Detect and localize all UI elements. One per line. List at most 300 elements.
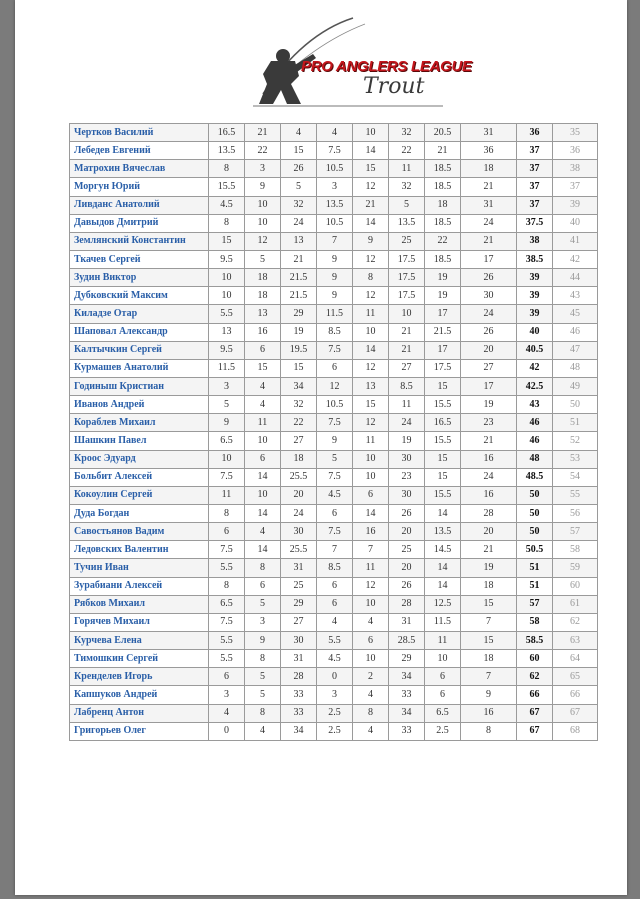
round-score-cell: 6 [353,486,389,504]
table-row [70,704,598,722]
round-score-cell: 14 [353,504,389,522]
round-score-cell: 21.5 [425,323,461,341]
round-score-cell: 6 [209,523,245,541]
round-score-cell: 8.5 [317,323,353,341]
total-score-cell: 58.5 [517,631,553,649]
round-score-cell: 34 [389,668,425,686]
round-score-cell: 30 [389,486,425,504]
round-score-cell: 29 [281,595,317,613]
place-cell: 55 [553,486,598,504]
round-score-cell: 13.5 [425,523,461,541]
round-score-cell: 6 [245,341,281,359]
total-score-cell: 43 [517,396,553,414]
participant-name: Лебедев Евгений [70,142,209,160]
logo-subtitle: Trout [363,74,425,99]
round-score-cell: 7.5 [209,541,245,559]
round-score-cell: 6 [317,504,353,522]
round-score-cell: 13.5 [389,214,425,232]
round-score-cell: 8 [461,722,517,740]
round-score-cell: 5.5 [209,631,245,649]
round-score-cell: 20.5 [425,124,461,142]
round-score-cell: 6 [425,686,461,704]
round-score-cell: 0 [209,722,245,740]
total-score-cell: 37.5 [517,214,553,232]
round-score-cell: 36 [461,142,517,160]
round-score-cell: 19 [461,396,517,414]
round-score-cell: 18 [425,196,461,214]
round-score-cell: 33 [281,704,317,722]
round-score-cell: 5.5 [317,631,353,649]
round-score-cell: 31 [461,124,517,142]
round-score-cell: 12 [245,232,281,250]
participant-name: Зудин Виктор [70,269,209,287]
round-score-cell: 21 [461,178,517,196]
round-score-cell: 17 [425,305,461,323]
total-score-cell: 50 [517,486,553,504]
round-score-cell: 10 [353,323,389,341]
place-cell: 49 [553,377,598,395]
round-score-cell: 14 [245,504,281,522]
place-cell: 43 [553,287,598,305]
total-score-cell: 38.5 [517,250,553,268]
round-score-cell: 18 [245,287,281,305]
place-cell: 36 [553,142,598,160]
round-score-cell: 4 [245,722,281,740]
round-score-cell: 17 [461,377,517,395]
total-score-cell: 37 [517,178,553,196]
round-score-cell: 10 [353,468,389,486]
table-row [70,559,598,577]
table-row [70,269,598,287]
place-cell: 41 [553,232,598,250]
round-score-cell: 12 [353,287,389,305]
place-cell: 56 [553,504,598,522]
table-row [70,650,598,668]
round-score-cell: 14 [353,142,389,160]
round-score-cell: 5.5 [209,559,245,577]
round-score-cell: 5 [209,396,245,414]
round-score-cell: 24 [461,305,517,323]
round-score-cell: 7.5 [317,142,353,160]
round-score-cell: 18.5 [425,250,461,268]
round-score-cell: 5 [245,595,281,613]
participant-name: Горячев Михаил [70,613,209,631]
place-cell: 37 [553,178,598,196]
round-score-cell: 6.5 [209,595,245,613]
table-row [70,414,598,432]
round-score-cell: 17.5 [389,269,425,287]
total-score-cell: 62 [517,668,553,686]
total-score-cell: 46 [517,432,553,450]
round-score-cell: 31 [281,650,317,668]
round-score-cell: 5 [245,250,281,268]
round-score-cell: 21 [281,250,317,268]
round-score-cell: 7 [317,541,353,559]
round-score-cell: 16 [461,486,517,504]
total-score-cell: 67 [517,704,553,722]
round-score-cell: 12 [353,577,389,595]
round-score-cell: 8 [245,704,281,722]
round-score-cell: 28 [461,504,517,522]
participant-name: Землянский Константин [70,232,209,250]
round-score-cell: 23 [389,468,425,486]
round-score-cell: 30 [389,450,425,468]
round-score-cell: 11 [353,432,389,450]
participant-name: Шашкин Павел [70,432,209,450]
table-row [70,541,598,559]
round-score-cell: 29 [389,650,425,668]
round-score-cell: 30 [281,631,317,649]
round-score-cell: 31 [281,559,317,577]
round-score-cell: 19 [281,323,317,341]
round-score-cell: 7 [461,668,517,686]
participant-name: Зурабиани Алексей [70,577,209,595]
round-score-cell: 22 [245,142,281,160]
table-row [70,686,598,704]
round-score-cell: 6 [317,577,353,595]
round-score-cell: 3 [317,686,353,704]
round-score-cell: 4 [353,686,389,704]
pro-anglers-league-logo [243,14,472,110]
round-score-cell: 10 [245,214,281,232]
total-score-cell: 39 [517,269,553,287]
round-score-cell: 4 [281,124,317,142]
results-table [69,123,598,741]
round-score-cell: 9 [317,432,353,450]
table-row [70,668,598,686]
participant-name: Больбит Алексей [70,468,209,486]
table-row [70,486,598,504]
round-score-cell: 30 [461,287,517,305]
round-score-cell: 3 [245,160,281,178]
table-row [70,341,598,359]
round-score-cell: 15.5 [425,486,461,504]
place-cell: 68 [553,722,598,740]
round-score-cell: 4.5 [317,486,353,504]
round-score-cell: 10.5 [317,214,353,232]
round-score-cell: 18 [245,269,281,287]
place-cell: 38 [553,160,598,178]
round-score-cell: 19.5 [281,341,317,359]
place-cell: 66 [553,686,598,704]
round-score-cell: 25 [281,577,317,595]
round-score-cell: 21.5 [281,287,317,305]
round-score-cell: 19 [461,559,517,577]
total-score-cell: 51 [517,577,553,595]
round-score-cell: 25.5 [281,541,317,559]
round-score-cell: 20 [389,559,425,577]
round-score-cell: 8 [209,504,245,522]
total-score-cell: 39 [517,305,553,323]
round-score-cell: 18 [461,650,517,668]
round-score-cell: 3 [209,377,245,395]
round-score-cell: 5.5 [209,650,245,668]
participant-name: Матрохин Вячеслав [70,160,209,178]
round-score-cell: 11.5 [209,359,245,377]
round-score-cell: 10 [353,650,389,668]
round-score-cell: 2.5 [317,722,353,740]
participant-name: Шаповал Александр [70,323,209,341]
place-cell: 39 [553,196,598,214]
round-score-cell: 9 [317,269,353,287]
round-score-cell: 25 [389,541,425,559]
round-score-cell: 18 [461,577,517,595]
participant-name: Киладзе Отар [70,305,209,323]
round-score-cell: 18.5 [425,160,461,178]
table-row [70,504,598,522]
total-score-cell: 40 [517,323,553,341]
total-score-cell: 51 [517,559,553,577]
round-score-cell: 7.5 [317,468,353,486]
participant-name: Кораблев Михаил [70,414,209,432]
round-score-cell: 5 [281,178,317,196]
round-score-cell: 21 [461,432,517,450]
round-score-cell: 10 [425,650,461,668]
round-score-cell: 34 [281,377,317,395]
round-score-cell: 10 [245,432,281,450]
round-score-cell: 6 [245,450,281,468]
round-score-cell: 9 [209,414,245,432]
round-score-cell: 22 [425,232,461,250]
round-score-cell: 4 [245,377,281,395]
round-score-cell: 27 [461,359,517,377]
round-score-cell: 2.5 [317,704,353,722]
round-score-cell: 22 [389,142,425,160]
round-score-cell: 21 [461,232,517,250]
round-score-cell: 7 [317,232,353,250]
round-score-cell: 32 [389,124,425,142]
total-score-cell: 37 [517,142,553,160]
participant-name: Кроос Эдуард [70,450,209,468]
table-row [70,250,598,268]
round-score-cell: 24 [461,214,517,232]
table-row [70,196,598,214]
round-score-cell: 5 [389,196,425,214]
round-score-cell: 28 [281,668,317,686]
round-score-cell: 12 [353,359,389,377]
participant-name: Годиныш Кристиан [70,377,209,395]
round-score-cell: 8 [353,704,389,722]
round-score-cell: 9 [245,631,281,649]
round-score-cell: 3 [245,613,281,631]
place-cell: 47 [553,341,598,359]
total-score-cell: 38 [517,232,553,250]
table-row [70,468,598,486]
table-row [70,232,598,250]
participant-name: Тимошкин Сергей [70,650,209,668]
participant-name: Калтычкин Сергей [70,341,209,359]
total-score-cell: 58 [517,613,553,631]
round-score-cell: 14 [425,504,461,522]
round-score-cell: 8 [209,577,245,595]
round-score-cell: 7.5 [317,523,353,541]
round-score-cell: 14 [353,341,389,359]
round-score-cell: 4 [353,613,389,631]
round-score-cell: 18.5 [425,214,461,232]
place-cell: 58 [553,541,598,559]
round-score-cell: 16.5 [425,414,461,432]
round-score-cell: 14 [425,559,461,577]
round-score-cell: 13.5 [317,196,353,214]
round-score-cell: 2 [353,668,389,686]
round-score-cell: 32 [281,196,317,214]
round-score-cell: 32 [281,396,317,414]
round-score-cell: 8 [245,650,281,668]
total-score-cell: 36 [517,124,553,142]
total-score-cell: 42 [517,359,553,377]
round-score-cell: 30 [281,523,317,541]
participant-name: Давыдов Дмитрий [70,214,209,232]
place-cell: 54 [553,468,598,486]
place-cell: 48 [553,359,598,377]
place-cell: 40 [553,214,598,232]
round-score-cell: 27 [281,613,317,631]
round-score-cell: 11 [389,160,425,178]
round-score-cell: 10 [245,486,281,504]
place-cell: 52 [553,432,598,450]
round-score-cell: 2.5 [425,722,461,740]
participant-name: Савостьянов Вадим [70,523,209,541]
table-row [70,595,598,613]
round-score-cell: 7 [353,541,389,559]
total-score-cell: 66 [517,686,553,704]
round-score-cell: 14 [425,577,461,595]
total-score-cell: 50 [517,523,553,541]
document-page [15,0,627,895]
place-cell: 44 [553,269,598,287]
table-row [70,577,598,595]
round-score-cell: 33 [389,722,425,740]
round-score-cell: 13 [281,232,317,250]
table-row [70,359,598,377]
round-score-cell: 10 [209,287,245,305]
round-score-cell: 11 [353,559,389,577]
table-row [70,142,598,160]
place-cell: 35 [553,124,598,142]
place-cell: 60 [553,577,598,595]
place-cell: 46 [553,323,598,341]
round-score-cell: 10.5 [317,396,353,414]
round-score-cell: 4.5 [317,650,353,668]
round-score-cell: 15 [245,359,281,377]
round-score-cell: 10 [353,124,389,142]
table-row [70,523,598,541]
round-score-cell: 11 [425,631,461,649]
round-score-cell: 17 [425,341,461,359]
total-score-cell: 39 [517,287,553,305]
round-score-cell: 16.5 [209,124,245,142]
round-score-cell: 7.5 [209,613,245,631]
round-score-cell: 26 [389,577,425,595]
round-score-cell: 4 [317,613,353,631]
round-score-cell: 12 [353,250,389,268]
round-score-cell: 5 [317,450,353,468]
total-score-cell: 48.5 [517,468,553,486]
logo-title: PRO ANGLERS LEAGUE [301,58,472,75]
round-score-cell: 21 [389,341,425,359]
round-score-cell: 11 [389,396,425,414]
total-score-cell: 67 [517,722,553,740]
table-row [70,305,598,323]
participant-name: Иванов Андрей [70,396,209,414]
total-score-cell: 50.5 [517,541,553,559]
table-row [70,323,598,341]
participant-name: Курмашев Анатолий [70,359,209,377]
table-row [70,160,598,178]
round-score-cell: 6 [209,668,245,686]
round-score-cell: 12 [353,414,389,432]
round-score-cell: 28 [389,595,425,613]
round-score-cell: 14.5 [425,541,461,559]
round-score-cell: 19 [425,269,461,287]
place-cell: 63 [553,631,598,649]
round-score-cell: 25 [389,232,425,250]
round-score-cell: 21 [245,124,281,142]
round-score-cell: 20 [461,523,517,541]
round-score-cell: 7.5 [317,341,353,359]
round-score-cell: 4 [317,124,353,142]
round-score-cell: 15 [461,595,517,613]
round-score-cell: 10 [209,269,245,287]
participant-name: Дуда Богдан [70,504,209,522]
table-row [70,722,598,740]
participant-name: Капшуков Андрей [70,686,209,704]
round-score-cell: 21 [425,142,461,160]
total-score-cell: 42.5 [517,377,553,395]
total-score-cell: 40.5 [517,341,553,359]
round-score-cell: 0 [317,668,353,686]
round-score-cell: 6 [425,668,461,686]
table-row [70,124,598,142]
table-row [70,613,598,631]
participant-name: Кокоулин Сергей [70,486,209,504]
round-score-cell: 8 [209,160,245,178]
round-score-cell: 6 [353,631,389,649]
round-score-cell: 33 [281,686,317,704]
round-score-cell: 21.5 [281,269,317,287]
participant-name: Ледовских Валентин [70,541,209,559]
table-row [70,178,598,196]
place-cell: 50 [553,396,598,414]
place-cell: 45 [553,305,598,323]
total-score-cell: 57 [517,595,553,613]
round-score-cell: 6 [317,595,353,613]
round-score-cell: 23 [461,414,517,432]
round-score-cell: 13 [353,377,389,395]
round-score-cell: 7 [461,613,517,631]
round-score-cell: 24 [281,214,317,232]
round-score-cell: 16 [461,450,517,468]
round-score-cell: 10 [209,450,245,468]
round-score-cell: 34 [281,722,317,740]
participant-name: Рябков Михаил [70,595,209,613]
round-score-cell: 20 [281,486,317,504]
round-score-cell: 5 [245,668,281,686]
table-row [70,287,598,305]
total-score-cell: 37 [517,160,553,178]
participant-name: Курчева Елена [70,631,209,649]
round-score-cell: 24 [461,468,517,486]
round-score-cell: 8.5 [317,559,353,577]
round-score-cell: 26 [389,504,425,522]
table-row [70,396,598,414]
round-score-cell: 16 [353,523,389,541]
round-score-cell: 14 [245,468,281,486]
round-score-cell: 15.5 [425,396,461,414]
place-cell: 42 [553,250,598,268]
participant-name: Тучин Иван [70,559,209,577]
round-score-cell: 16 [461,704,517,722]
